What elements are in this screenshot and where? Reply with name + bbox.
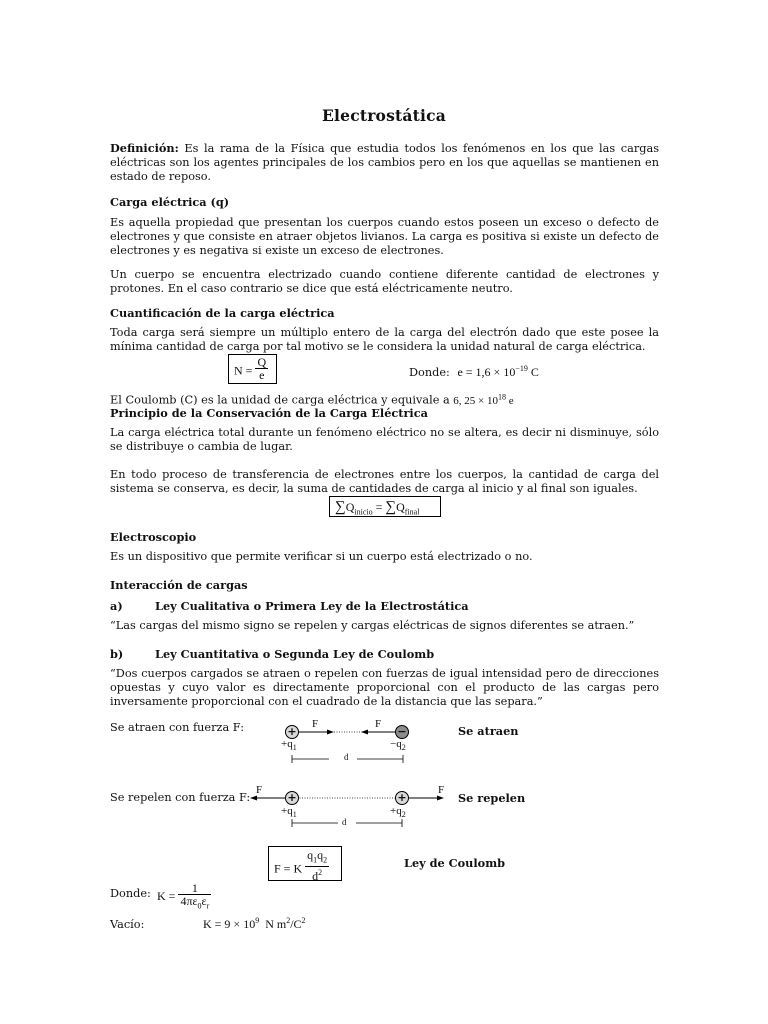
coulomb-value-number: 6, 25 × 10 (453, 394, 499, 407)
coulomb-law-denominator (305, 867, 329, 882)
donde-e (409, 364, 539, 380)
repel-diagram (240, 783, 455, 835)
formula-n-numerator: Q (257, 355, 267, 369)
repel-label: Se repelen (458, 791, 526, 805)
k-numerator: 1 (178, 882, 211, 895)
coulomb-law-label: Ley de Coulomb (404, 856, 506, 870)
attract-arrowhead-left (327, 730, 334, 735)
attract-caption: Se atraen con fuerza F: (110, 721, 245, 734)
attract-force-label-left: F (312, 718, 319, 730)
coulomb-law-formula (274, 848, 329, 884)
vacio-unit-exp: 2 (286, 916, 291, 925)
heading-interaccion: Interacción de cargas (110, 578, 248, 592)
formula-n-fraction (255, 356, 268, 381)
repel-arrowhead-right (437, 796, 444, 801)
k-den-sub-r: r (206, 901, 210, 911)
k-den-eps-r: ε (201, 894, 207, 908)
num-q2: q (317, 848, 324, 862)
coulomb-value-unit: e (508, 394, 514, 407)
repel-q2: +q (390, 805, 402, 817)
attract-q2-sub: 2 (401, 743, 406, 753)
coulomb-law-box (268, 846, 342, 884)
coulomb-value (453, 392, 514, 407)
electron-charge (457, 365, 538, 379)
repel-q2-label (390, 805, 406, 819)
coulomb-text: El Coulomb (C) es la unidad de carga eléctrica y equivale a (110, 393, 450, 407)
vacio-label: Vacío: (110, 918, 145, 931)
attract-label: Se atraen (458, 724, 519, 738)
k-den-sub-0: 0 (197, 901, 202, 911)
heading-cuantificacion: Cuantificación de la carga eléctrica (110, 306, 335, 320)
k-definition (157, 882, 211, 912)
charge-q2-negative: − (395, 725, 409, 739)
sub-final: final (404, 507, 420, 517)
formula-n (234, 355, 268, 382)
repel-q1: +q (281, 805, 293, 817)
num-q1: q (307, 848, 314, 862)
sum-symbol-1: ∑ (335, 499, 346, 515)
repel-distance-label: d (342, 817, 347, 827)
vacio-k-value: K = 9 × 10 (203, 917, 256, 931)
vacio-value (203, 916, 306, 932)
law-a-title: Ley Cualitativa o Primera Ley de la Electrostática (155, 599, 469, 613)
electron-charge-value: e = 1,6 × 10 (457, 365, 516, 379)
k-fraction (178, 882, 211, 912)
repel-q1-sub: 1 (292, 810, 297, 820)
conservation-formula (335, 499, 419, 516)
coulomb-law-lhs: F = K (274, 861, 303, 876)
k-lhs: K = (157, 888, 176, 903)
vacio-k-exp: 9 (255, 916, 260, 925)
charge-q1-positive-repel: + (285, 791, 299, 805)
num-q2-sub: 2 (323, 855, 328, 865)
donde-label: Donde: (409, 366, 450, 379)
attract-q1-sub: 1 (292, 743, 297, 753)
formula-n-box (228, 354, 277, 384)
electron-charge-exp: −19 (515, 364, 528, 373)
repel-caption: Se repelen con fuerza F: (110, 791, 251, 804)
heading-conservacion: Principio de la Conservación de la Carga Eléctrica (110, 406, 428, 420)
repel-q2-sub: 2 (401, 810, 406, 820)
conservacion-paragraph-2: En todo proceso de transferencia de electrones entre los cuerpos, la cantidad de carga del sistema se conserva, es decir, la suma de cantidades de carga al inicio y al final son iguales. (110, 468, 659, 495)
definition-text: Es la rama de la Física que estudia todos los fenómenos en los que las cargas eléctricas son los agentes principales de los cambios pero en los que aquellas se mantienen en estado de reposo. (110, 142, 659, 183)
formula-n-lhs: N = (234, 363, 253, 378)
law-a-quote: “Las cargas del mismo signo se repelen y cargas eléctricas de signos diferentes se atraen.” (110, 619, 635, 632)
law-b-quote: “Dos cuerpos cargados se atraen o repelen con fuerzas de igual intensidad pero de direcciones opuestas y cuyo valor es directamente proporcional con el producto de las cargas pero inversamente proporcional con el cuadrado de la distancia que las separa.” (110, 667, 659, 708)
repel-arrowhead-left (250, 796, 257, 801)
carga-paragraph-2: Un cuerpo se encuentra electrizado cuando contiene diferente cantidad de electrones y protones. En el caso contrario se dice que está eléctricamente neutro. (110, 268, 659, 295)
repel-q1-label (281, 805, 297, 819)
coulomb-law-numerator (305, 849, 329, 867)
definition-label: Definición: (110, 141, 179, 155)
carga-paragraph-1: Es aquella propiedad que presentan los cuerpos cuando estos poseen un exceso o defecto de electrones y que consiste en atraer objetos livianos. La carga es positiva si existe un defecto de electrones y es negativa si existe un exceso de electrones. (110, 216, 659, 257)
electroscopio-paragraph: Es un dispositivo que permite verificar si un cuerpo está electrizado o no. (110, 550, 533, 563)
attract-distance-label: d (344, 752, 349, 762)
heading-electroscopio: Electroscopio (110, 530, 197, 544)
vacio-unit-tail-exp: 2 (301, 916, 306, 925)
coulomb-value-exp: 18 (498, 392, 507, 401)
vacio-unit: N m (265, 917, 287, 931)
attract-arrowhead-right (361, 730, 368, 735)
attract-q2: −q (390, 738, 402, 750)
num-q1-sub: 1 (313, 855, 318, 865)
vacio-unit-tail: /C (290, 917, 302, 931)
coulomb-law-fraction (305, 849, 329, 882)
sub-inicio: inicio (354, 507, 373, 517)
formula-n-denominator: e (259, 368, 265, 382)
attract-force-label-right: F (375, 718, 382, 730)
electron-charge-unit: C (530, 365, 539, 379)
cuantificacion-paragraph: Toda carga será siempre un múltiplo entero de la carga del electrón dado que este posee la mínima cantidad de carga por tal motivo se le considera la unidad natural de carga eléctrica. (110, 326, 659, 353)
equals-sign: = (375, 500, 383, 514)
k-denominator (178, 895, 211, 912)
coulomb-paragraph (110, 390, 659, 408)
k-den-4pi-eps: 4πε (180, 894, 198, 908)
charge-q2-positive-repel: + (395, 791, 409, 805)
attract-q1-label (281, 738, 297, 752)
law-b-title: Ley Cuantitativa o Segunda Ley de Coulomb (155, 647, 435, 661)
attract-q1: +q (281, 738, 293, 750)
charge-q1-positive: + (285, 725, 299, 739)
heading-carga: Carga eléctrica (q) (110, 195, 230, 209)
repel-force-label-left: F (256, 784, 263, 796)
conservation-formula-box (329, 496, 441, 517)
repel-force-label-right: F (438, 784, 445, 796)
q-letter-1: Q (345, 500, 355, 514)
q-letter-2: Q (396, 500, 405, 514)
definition-paragraph (110, 141, 659, 184)
attract-q2-label (390, 738, 406, 752)
law-a-label: a) (110, 599, 123, 613)
den-d-exp: 2 (318, 868, 323, 878)
den-d: d (312, 869, 319, 884)
law-b-label: b) (110, 647, 124, 661)
k-donde-label: Donde: (110, 887, 151, 900)
conservacion-paragraph-1: La carga eléctrica total durante un fenómeno eléctrico no se altera, es decir ni disminuye, sólo se distribuye o cambia de lugar. (110, 426, 659, 453)
page-title: Electrostática (322, 106, 446, 125)
sum-symbol-2: ∑ (385, 499, 397, 515)
